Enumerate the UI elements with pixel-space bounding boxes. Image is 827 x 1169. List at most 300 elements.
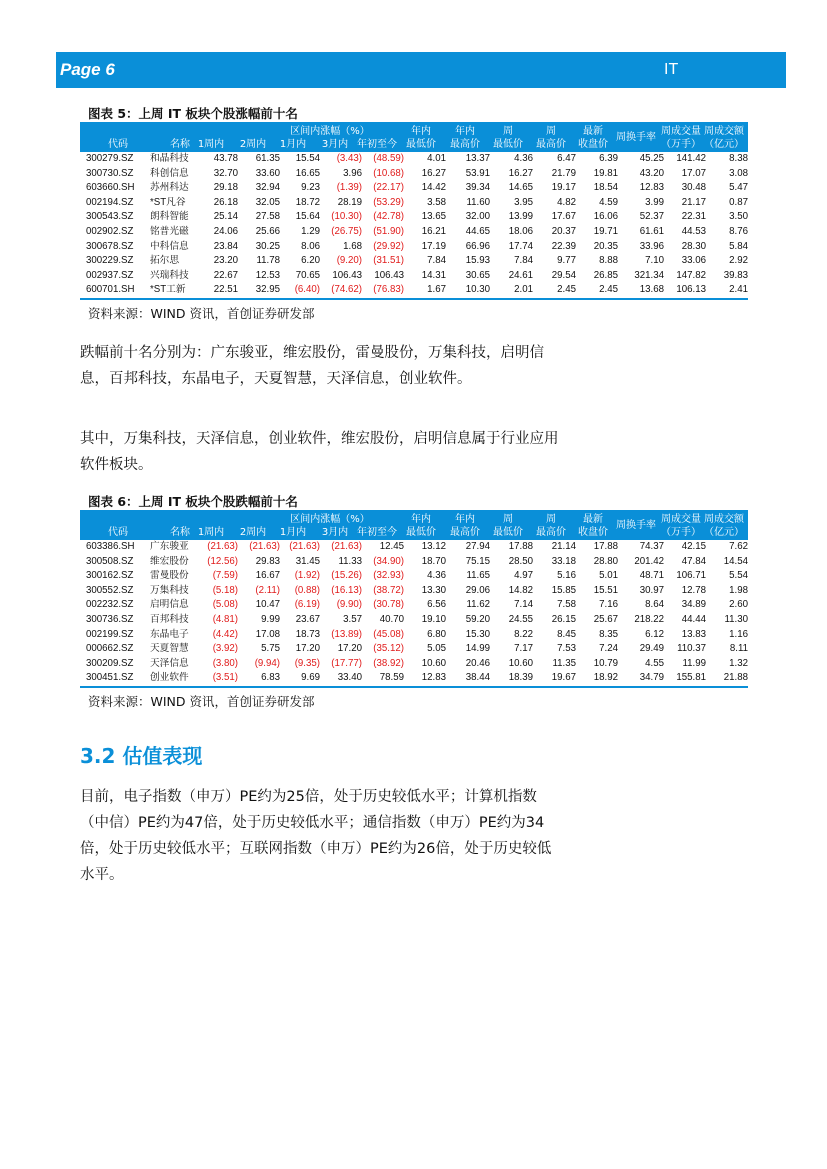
cell-value: 14.54 (723, 555, 748, 567)
cell-value: 155.81 (676, 672, 706, 684)
cell-value: 6.39 (599, 153, 618, 164)
cell-value: 48.71 (639, 570, 664, 582)
cell-value: 18.39 (508, 672, 533, 684)
cell-value: 32.70 (213, 167, 238, 179)
cell-value: 6.20 (301, 255, 320, 267)
cell-value: (9.35) (294, 657, 320, 669)
cell-value: 3.96 (343, 167, 362, 179)
stock-code: 600701.SH (86, 284, 135, 296)
cell-value: 106.43 (374, 269, 404, 281)
paragraph-losers: 跌幅前十名分别为：广东骏亚，维宏股份，雷曼股份，万集科技，启明信息，百邦科技，东晶电子，天夏智慧，天泽信息，创业软件。 (80, 345, 544, 387)
cell-value: (76.83) (373, 284, 404, 296)
cell-value: (21.63) (249, 541, 280, 552)
header-w2: 2周内 (239, 139, 267, 150)
stock-code: 603386.SH (86, 541, 135, 552)
cell-value: 66.96 (465, 240, 490, 252)
header-group: 区间内涨幅（%） (290, 514, 370, 525)
table5-body (80, 152, 748, 298)
cell-value: 1.29 (301, 225, 320, 237)
cell-value: 17.74 (508, 240, 533, 252)
header-ylow-b: 最低价 (406, 139, 436, 150)
stock-name: 拓尔思 (150, 255, 180, 267)
cell-value: 15.30 (465, 628, 490, 640)
cell-value: 7.53 (557, 643, 576, 655)
header-ytd: 年初至今 (357, 527, 397, 538)
table6-source: 资料来源：WIND 资讯，首创证券研发部 (88, 694, 315, 709)
stock-name: 百邦科技 (150, 613, 189, 625)
cell-value: 19.81 (593, 167, 618, 179)
header-code: 代码 (108, 139, 128, 150)
cell-value: 5.47 (729, 182, 748, 194)
stock-name: 东晶电子 (150, 628, 189, 640)
table-row (80, 269, 748, 284)
cell-value: (16.13) (331, 584, 362, 596)
cell-value: 22.39 (551, 240, 576, 252)
cell-value: 11.35 (552, 657, 576, 669)
header-w1: 1周内 (197, 527, 225, 538)
cell-value: 29.18 (213, 182, 238, 194)
header-amt-a: 周成交额 (704, 514, 744, 525)
cell-value: 28.30 (681, 240, 706, 252)
table-row (80, 167, 748, 182)
page-number: Page 6 (60, 60, 115, 79)
cell-value: 4.36 (514, 153, 533, 164)
paragraph-valuation: 目前，电子指数（申万）PE约为25倍，处于历史较低水平；计算机指数（中信）PE约为47倍，处于历史较低水平；通信指数（申万）PE约为34倍，处于历史较低水平；互联网指数（申万）PE约为26倍，处于历史较低水平。 (80, 789, 552, 883)
cell-value: 3.50 (729, 211, 748, 223)
stock-code: 300730.SZ (86, 167, 134, 179)
cell-value: 70.65 (295, 269, 320, 281)
cell-value: 1.16 (729, 628, 748, 640)
table5 (80, 122, 748, 300)
cell-value: 12.45 (379, 541, 404, 552)
cell-value: 7.14 (514, 599, 533, 611)
cell-value: 15.54 (295, 153, 320, 164)
cell-value: 7.17 (514, 643, 533, 655)
stock-code: 300162.SZ (86, 570, 134, 582)
header-m3: 3月内 (321, 139, 349, 150)
cell-value: 3.08 (729, 167, 748, 179)
cell-value: 7.24 (599, 643, 618, 655)
cell-value: 14.82 (508, 584, 533, 596)
stock-name: 兴瑞科技 (150, 269, 189, 281)
cell-value: 78.59 (379, 672, 404, 684)
cell-value: 12.53 (255, 269, 280, 281)
header-m1: 1月内 (279, 139, 307, 150)
cell-value: 24.06 (213, 225, 238, 237)
cell-value: 28.80 (593, 555, 618, 567)
cell-value: 7.10 (645, 255, 664, 267)
cell-value: 32.05 (255, 196, 280, 208)
cell-value: 13.99 (508, 211, 533, 223)
table-row (80, 254, 748, 269)
cell-value: 25.67 (593, 613, 618, 625)
cell-value: (42.78) (373, 211, 404, 223)
cell-value: 13.12 (421, 541, 446, 552)
cell-value: 10.60 (508, 657, 533, 669)
cell-value: (48.59) (373, 153, 404, 164)
header-ytd: 年初至今 (357, 139, 397, 150)
header-whigh-a: 周 (546, 126, 556, 137)
cell-value: 11.62 (466, 599, 490, 611)
cell-value: (21.63) (207, 541, 238, 552)
cell-value: 30.65 (465, 269, 490, 281)
stock-name: 天夏智慧 (150, 643, 189, 655)
header-code: 代码 (108, 527, 128, 538)
cell-value: (9.20) (336, 255, 362, 267)
cell-value: 11.33 (338, 555, 362, 567)
stock-code: 603660.SH (86, 182, 135, 194)
cell-value: (6.19) (294, 599, 320, 611)
cell-value: 13.83 (681, 628, 706, 640)
header-amt-a: 周成交额 (704, 126, 744, 137)
cell-value: 22.67 (213, 269, 238, 281)
cell-value: 14.99 (465, 643, 490, 655)
cell-value: (53.29) (373, 196, 404, 208)
cell-value: 32.94 (255, 182, 280, 194)
cell-value: 17.19 (421, 240, 446, 252)
cell-value: 23.84 (213, 240, 238, 252)
header-m3: 3月内 (321, 527, 349, 538)
stock-name: 雷曼股份 (150, 570, 189, 582)
cell-value: 47.84 (681, 555, 706, 567)
cell-value: (15.26) (331, 570, 362, 582)
header-close-a: 最新 (583, 126, 603, 137)
cell-value: 21.88 (723, 672, 748, 684)
stock-name: 创业软件 (150, 672, 189, 684)
cell-value: (3.80) (212, 657, 238, 669)
cell-value: 321.34 (634, 269, 664, 281)
cell-value: 4.59 (599, 196, 618, 208)
cell-value: 6.56 (427, 599, 446, 611)
cell-value: 17.07 (681, 167, 706, 179)
stock-code: 000662.SZ (86, 643, 134, 655)
stock-name: 中科信息 (150, 240, 189, 252)
cell-value: 11.65 (466, 570, 490, 582)
cell-value: 6.12 (645, 628, 664, 640)
cell-value: 40.70 (379, 613, 404, 625)
cell-value: 23.20 (213, 255, 238, 267)
cell-value: 21.14 (551, 541, 576, 552)
cell-value: 8.64 (645, 599, 664, 611)
stock-code: 300209.SZ (86, 657, 134, 669)
cell-value: (51.90) (373, 225, 404, 237)
stock-code: 002937.SZ (86, 269, 134, 281)
cell-value: 3.95 (514, 196, 533, 208)
cell-value: 29.49 (639, 643, 664, 655)
header-wlow-b: 最低价 (493, 139, 523, 150)
stock-name: *ST凡谷 (150, 196, 186, 208)
cell-value: 0.87 (729, 196, 748, 208)
table-row (80, 657, 748, 672)
header-yhigh-b: 最高价 (450, 139, 480, 150)
cell-value: 28.50 (508, 555, 533, 567)
table-row (80, 240, 748, 255)
cell-value: 30.25 (255, 240, 280, 252)
cell-value: 2.01 (514, 284, 533, 296)
cell-value: 30.97 (639, 584, 664, 596)
cell-value: (32.93) (373, 570, 404, 582)
cell-value: 2.60 (729, 599, 748, 611)
cell-value: 32.00 (465, 211, 490, 223)
cell-value: 39.83 (723, 269, 748, 281)
cell-value: (2.11) (255, 584, 280, 596)
cell-value: 27.94 (465, 541, 490, 552)
header-m1: 1月内 (279, 527, 307, 538)
cell-value: 6.47 (557, 153, 576, 164)
cell-value: 2.41 (729, 284, 748, 296)
cell-value: 11.99 (682, 657, 706, 669)
cell-value: (9.94) (254, 657, 280, 669)
stock-code: 300543.SZ (86, 211, 134, 223)
cell-value: 4.55 (645, 657, 664, 669)
cell-value: (1.92) (294, 570, 320, 582)
cell-value: 33.06 (681, 255, 706, 267)
cell-value: 218.22 (634, 613, 664, 625)
cell-value: (38.72) (373, 584, 404, 596)
cell-value: 29.06 (465, 584, 490, 596)
cell-value: (5.08) (212, 599, 238, 611)
cell-value: 59.20 (465, 613, 490, 625)
stock-name: 天泽信息 (150, 657, 189, 669)
header-vol-b: （万手） (661, 527, 701, 538)
cell-value: 19.71 (593, 225, 618, 237)
cell-value: 34.79 (639, 672, 664, 684)
stock-name: 铭普光磁 (150, 225, 189, 237)
cell-value: 18.54 (593, 182, 618, 194)
table6-body (80, 540, 748, 686)
cell-value: 18.73 (295, 628, 320, 640)
stock-name: 启明信息 (150, 599, 189, 611)
cell-value: 61.61 (639, 225, 664, 237)
cell-value: 13.68 (639, 284, 664, 296)
cell-value: 25.14 (213, 211, 238, 223)
cell-value: 18.72 (295, 196, 320, 208)
stock-name: 维宏股份 (150, 555, 189, 567)
table5-source: 资料来源：WIND 资讯，首创证券研发部 (88, 306, 315, 321)
cell-value: 106.13 (676, 284, 706, 296)
stock-code: 300279.SZ (86, 153, 134, 164)
cell-value: 33.96 (639, 240, 664, 252)
cell-value: 24.55 (508, 613, 533, 625)
cell-value: 7.16 (599, 599, 618, 611)
stock-code: 300451.SZ (86, 672, 134, 684)
stock-name: 科创信息 (150, 167, 189, 179)
cell-value: 44.53 (681, 225, 706, 237)
header-vol-b: （万手） (661, 139, 701, 150)
table-row (80, 671, 748, 686)
cell-value: (17.77) (331, 657, 362, 669)
header-ylow-a: 年内 (411, 126, 431, 137)
cell-value: 11.78 (256, 255, 280, 267)
header-close-a: 最新 (583, 514, 603, 525)
cell-value: 15.64 (295, 211, 320, 223)
cell-value: 26.85 (593, 269, 618, 281)
header-wlow-b: 最低价 (493, 527, 523, 538)
table-row (80, 225, 748, 240)
section-label: IT (664, 61, 679, 78)
cell-value: (4.42) (212, 628, 238, 640)
cell-value: 33.18 (551, 555, 576, 567)
cell-value: 43.78 (213, 153, 238, 164)
cell-value: (22.17) (373, 182, 404, 194)
cell-value: 52.37 (639, 211, 664, 223)
cell-value: 20.46 (465, 657, 490, 669)
header-yhigh-a: 年内 (455, 126, 475, 137)
cell-value: (6.40) (294, 284, 320, 296)
cell-value: 6.80 (427, 628, 446, 640)
paragraph-software: 其中，万集科技，天泽信息，创业软件，维宏股份，启明信息属于行业应用软件板块。 (80, 431, 559, 473)
cell-value: 53.91 (465, 167, 490, 179)
cell-value: 19.17 (551, 182, 576, 194)
cell-value: 106.43 (332, 269, 362, 281)
cell-value: 16.67 (255, 570, 280, 582)
cell-value: 24.61 (508, 269, 533, 281)
cell-value: 16.27 (508, 167, 533, 179)
cell-value: (3.51) (212, 672, 238, 684)
cell-value: 26.18 (213, 196, 238, 208)
table-row (80, 181, 748, 196)
stock-code: 300552.SZ (86, 584, 134, 596)
table6 (80, 510, 748, 688)
table-row (80, 584, 748, 599)
section-heading: 3.2 估值表现 (80, 744, 203, 768)
cell-value: 15.85 (551, 584, 576, 596)
cell-value: (34.90) (373, 555, 404, 567)
cell-value: (31.51) (373, 255, 404, 267)
stock-code: 002199.SZ (86, 628, 134, 640)
cell-value: 30.48 (681, 182, 706, 194)
cell-value: 44.44 (681, 613, 706, 625)
cell-value: 18.06 (508, 225, 533, 237)
cell-value: 8.45 (557, 628, 576, 640)
cell-value: (45.08) (373, 628, 404, 640)
cell-value: 8.88 (599, 255, 618, 267)
stock-name: *ST工新 (150, 284, 186, 296)
cell-value: 14.31 (421, 269, 446, 281)
cell-value: 11.60 (466, 196, 490, 208)
header-yhigh-a: 年内 (455, 514, 475, 525)
cell-value: 10.60 (421, 657, 446, 669)
cell-value: 27.58 (255, 211, 280, 223)
cell-value: 14.65 (508, 182, 533, 194)
header-w1: 1周内 (197, 139, 225, 150)
cell-value: 13.65 (421, 211, 446, 223)
cell-value: 14.42 (421, 182, 446, 194)
cell-value: 7.58 (557, 599, 576, 611)
cell-value: 147.82 (676, 269, 706, 281)
cell-value: 16.06 (593, 211, 618, 223)
cell-value: 9.23 (301, 182, 320, 194)
cell-value: 39.34 (465, 182, 490, 194)
cell-value: 21.17 (681, 196, 706, 208)
header-turnover: 周换手率 (616, 132, 656, 143)
table6-title: 图表 6：上周 IT 板块个股跌幅前十名 (88, 494, 298, 509)
cell-value: (29.92) (373, 240, 404, 252)
table-row (80, 555, 748, 570)
header-ylow-a: 年内 (411, 514, 431, 525)
cell-value: 20.35 (593, 240, 618, 252)
cell-value: 15.93 (465, 255, 490, 267)
stock-name: 万集科技 (150, 584, 189, 596)
header-vol-a: 周成交量 (661, 514, 701, 525)
cell-value: (10.68) (373, 167, 404, 179)
cell-value: 18.92 (593, 672, 618, 684)
cell-value: 16.21 (421, 225, 446, 237)
cell-value: 17.88 (508, 541, 533, 552)
cell-value: 11.30 (724, 613, 748, 625)
cell-value: 45.25 (639, 153, 664, 164)
header-w2: 2周内 (239, 527, 267, 538)
cell-value: 1.32 (729, 657, 748, 669)
cell-value: 17.08 (255, 628, 280, 640)
stock-name: 朗科智能 (150, 211, 189, 223)
cell-value: 19.67 (551, 672, 576, 684)
cell-value: 3.57 (343, 613, 362, 625)
cell-value: 9.69 (301, 672, 320, 684)
cell-value: 201.42 (634, 555, 664, 567)
cell-value: (4.81) (212, 613, 238, 625)
table-row (80, 628, 748, 643)
cell-value: 28.19 (337, 196, 362, 208)
cell-value: 2.45 (599, 284, 618, 296)
header-close-b: 收盘价 (578, 139, 608, 150)
cell-value: 141.42 (676, 153, 706, 164)
table5-header (80, 124, 748, 152)
cell-value: 74.37 (639, 541, 664, 552)
stock-name: 和晶科技 (150, 153, 189, 164)
cell-value: 13.30 (421, 584, 446, 596)
cell-value: 7.84 (514, 255, 533, 267)
stock-name: 广东骏亚 (150, 541, 189, 552)
cell-value: 8.76 (729, 225, 748, 237)
cell-value: 33.40 (337, 672, 362, 684)
header-amt-b: （亿元） (704, 527, 744, 538)
cell-value: (0.88) (294, 584, 320, 596)
cell-value: 29.83 (255, 555, 280, 567)
cell-value: (21.63) (289, 541, 320, 552)
cell-value: (13.89) (331, 628, 362, 640)
stock-code: 300678.SZ (86, 240, 134, 252)
cell-value: 12.78 (681, 584, 706, 596)
table-row (80, 613, 748, 628)
cell-value: 19.10 (421, 613, 446, 625)
cell-value: 6.83 (261, 672, 280, 684)
table-row (80, 210, 748, 225)
header-yhigh-b: 最高价 (450, 527, 480, 538)
table-row (80, 540, 748, 555)
header-ylow-b: 最低价 (406, 527, 436, 538)
cell-value: 1.68 (343, 240, 362, 252)
table-row (80, 283, 748, 298)
cell-value: 4.01 (427, 153, 446, 164)
header-amt-b: （亿元） (704, 139, 744, 150)
cell-value: (3.92) (212, 643, 238, 655)
header-group: 区间内涨幅（%） (290, 126, 370, 137)
cell-value: 22.31 (681, 211, 706, 223)
cell-value: 42.15 (681, 541, 706, 552)
cell-value: 5.16 (557, 570, 576, 582)
cell-value: 17.20 (295, 643, 320, 655)
cell-value: 33.60 (255, 167, 280, 179)
cell-value: 1.67 (427, 284, 446, 296)
cell-value: 8.38 (729, 153, 748, 164)
cell-value: 5.54 (729, 570, 748, 582)
cell-value: 2.92 (729, 255, 748, 267)
cell-value: (74.62) (331, 284, 362, 296)
cell-value: 16.65 (295, 167, 320, 179)
cell-value: 8.06 (301, 240, 320, 252)
cell-value: 5.01 (599, 570, 618, 582)
